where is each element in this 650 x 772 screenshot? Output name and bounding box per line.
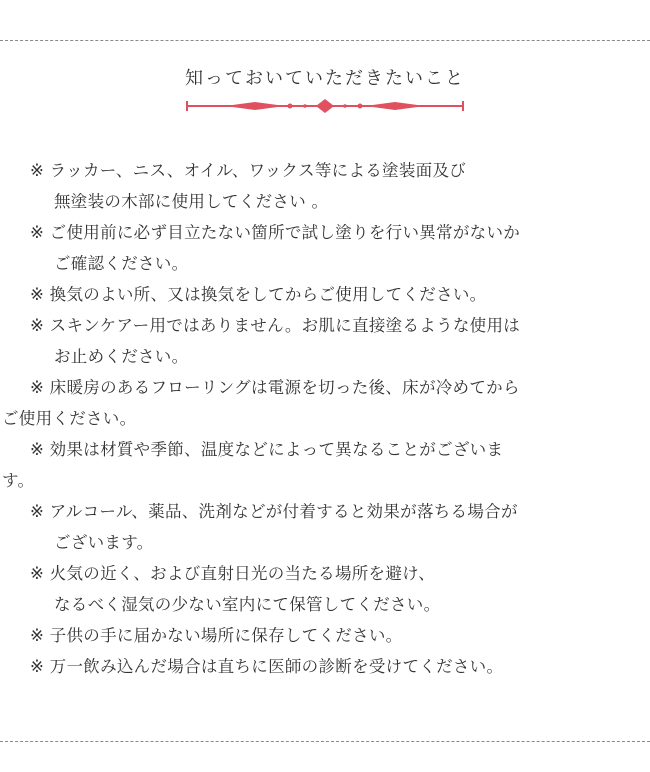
note-item bbox=[30, 279, 630, 310]
note-line: ※ 万一飲み込んだ場合は直ちに医師の診断を受けてください。 bbox=[30, 657, 504, 676]
note-item bbox=[2, 372, 630, 434]
notes-list bbox=[2, 155, 630, 682]
note-line: す。 bbox=[2, 471, 35, 490]
note-line: ※ スキンケアー用ではありません。お肌に直接塗るような使用は bbox=[30, 316, 521, 335]
note-item bbox=[2, 434, 630, 496]
note-line: ご使用ください。 bbox=[2, 409, 137, 428]
note-line: ※ 床暖房のあるフローリングは電源を切った後、床が冷めてから bbox=[30, 378, 520, 397]
note-line: ございます。 bbox=[54, 533, 154, 552]
note-line: ※ 換気のよい所、又は換気をしてからご使用してください。 bbox=[30, 285, 487, 304]
top-dashed-divider bbox=[0, 40, 650, 41]
note-line: ※ ご使用前に必ず目立たない箇所で試し塗りを行い異常がないか bbox=[30, 223, 521, 242]
note-item bbox=[30, 620, 630, 651]
note-line: 無塗装の木部に使用してください 。 bbox=[54, 192, 329, 211]
note-item bbox=[30, 496, 630, 558]
note-line: ご確認ください。 bbox=[54, 254, 189, 273]
note-line: ※ アルコール、薬品、洗剤などが付着すると効果が落ちる場合が bbox=[30, 502, 518, 521]
note-item bbox=[30, 558, 630, 620]
section-heading: 知っておいていただきたいこと bbox=[185, 68, 465, 89]
note-line: ※ 子供の手に届かない場所に保存してください。 bbox=[30, 626, 403, 645]
note-item bbox=[30, 651, 630, 682]
note-line: なるべく湿気の少ない室内にて保管してください。 bbox=[54, 595, 441, 614]
note-line: ※ 効果は材質や季節、温度などによって異なることがございま bbox=[30, 440, 504, 459]
bottom-dashed-divider bbox=[0, 741, 650, 742]
note-line: ※ ラッカー、ニス、オイル、ワックス等による塗装面及び bbox=[30, 161, 467, 180]
note-item bbox=[30, 217, 630, 279]
note-line: ※ 火気の近く、および直射日光の当たる場所を避け、 bbox=[30, 564, 436, 583]
note-line: お止めください。 bbox=[54, 347, 189, 366]
note-item bbox=[30, 155, 630, 217]
heading-ornament bbox=[185, 98, 465, 114]
note-item bbox=[30, 310, 630, 372]
